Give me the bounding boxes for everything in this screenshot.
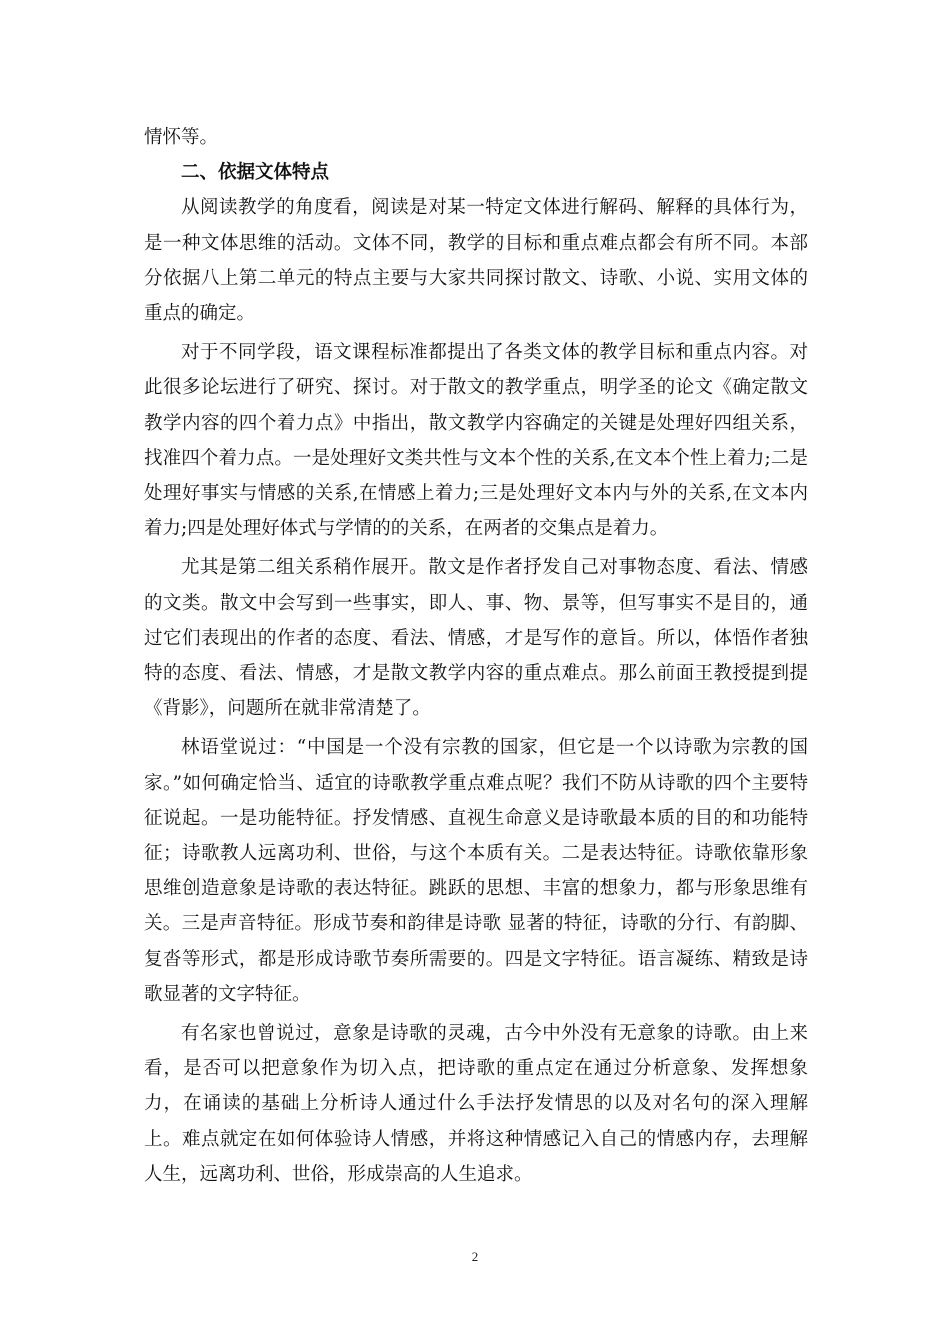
- body-text: [144, 120, 808, 1192]
- page-number: 2: [471, 1249, 479, 1264]
- paragraph-prose-focus: 对于不同学段，语文课程标准都提出了各类文体的教学目标和重点内容。对此很多论坛进行了研究、探讨。对于散文的教学重点，明学圣的论文《确定散文教学内容的四个着力点》中指出，散文教学内容确定的关键是处理好四组关系，找准四个着力点。一是处理好文类共性与文本个性的关系,在文本个性上着力;二是处理好事实与情感的关系,在情感上着力;三是处理好文本内与外的关系,在文本内着力;四是处理好体式与学情的的关系，在两者的交集点是着力。: [144, 342, 808, 540]
- paragraph-reading-genre: 从阅读教学的角度看，阅读是对某一特定文体进行解码、解释的具体行为，是一种文体思维的活动。文体不同，教学的目标和重点难点都会有所不同。本部分依据八上第二单元的特点主要与大家共同探讨散文、诗歌、小说、实用文体的重点的确定。: [144, 197, 808, 325]
- section-heading: 二、依据文体特点: [181, 162, 330, 184]
- paragraph-second-relation: 尤其是第二组关系稍作展开。散文是作者抒发自己对事物态度、看法、情感的文类。散文中会写到一些事实，即人、事、物、景等，但写事实不是目的，通过它们表现出的作者的态度、看法、情感，才是写作的意旨。所以，体悟作者独特的态度、看法、情感，才是散文教学内容的重点难点。那么前面王教授提到提《背影》，问题所在就非常清楚了。: [144, 557, 808, 720]
- continuation-paragraph: 情怀等。: [144, 127, 219, 148]
- paragraph-imagery: 有名家也曾说过，意象是诗歌的灵魂，古今中外没有无意象的诗歌。由上来看，是否可以把意象作为切入点，把诗歌的重点定在通过分析意象、发挥想象力，在诵读的基础上分析诗人通过什么手法抒发情思的以及对名句的深入理解上。难点就定在如何体验诗人情感，并将这种情感记入自己的情感内存，去理解人生，远离功利、世俗，形成崇高的人生追求。: [144, 1023, 808, 1185]
- paragraph-poetry-features: 林语堂说过：“中国是一个没有宗教的国家，但它是一个以诗歌为宗教的国家。”如何确定恰当、适宜的诗歌教学重点难点呢？我们不防从诗歌的四个主要特征说起。一是功能特征。抒发情感、直视生命意义是诗歌最本质的目的和功能特征；诗歌教人远离功利、世俗，与这个本质有关。二是表达特征。诗歌依靠形象思维创造意象是诗歌的表达特征。跳跃的思想、丰富的想象力，都与形象思维有关。三是声音特征。形成节奏和韵律是诗歌 显著的特征，诗歌的分行、有韵脚、复沓等形式，都是形成诗歌节奏所需要的。四是文字特征。语言凝练、精致是诗歌显著的文字特征。: [144, 737, 808, 1005]
